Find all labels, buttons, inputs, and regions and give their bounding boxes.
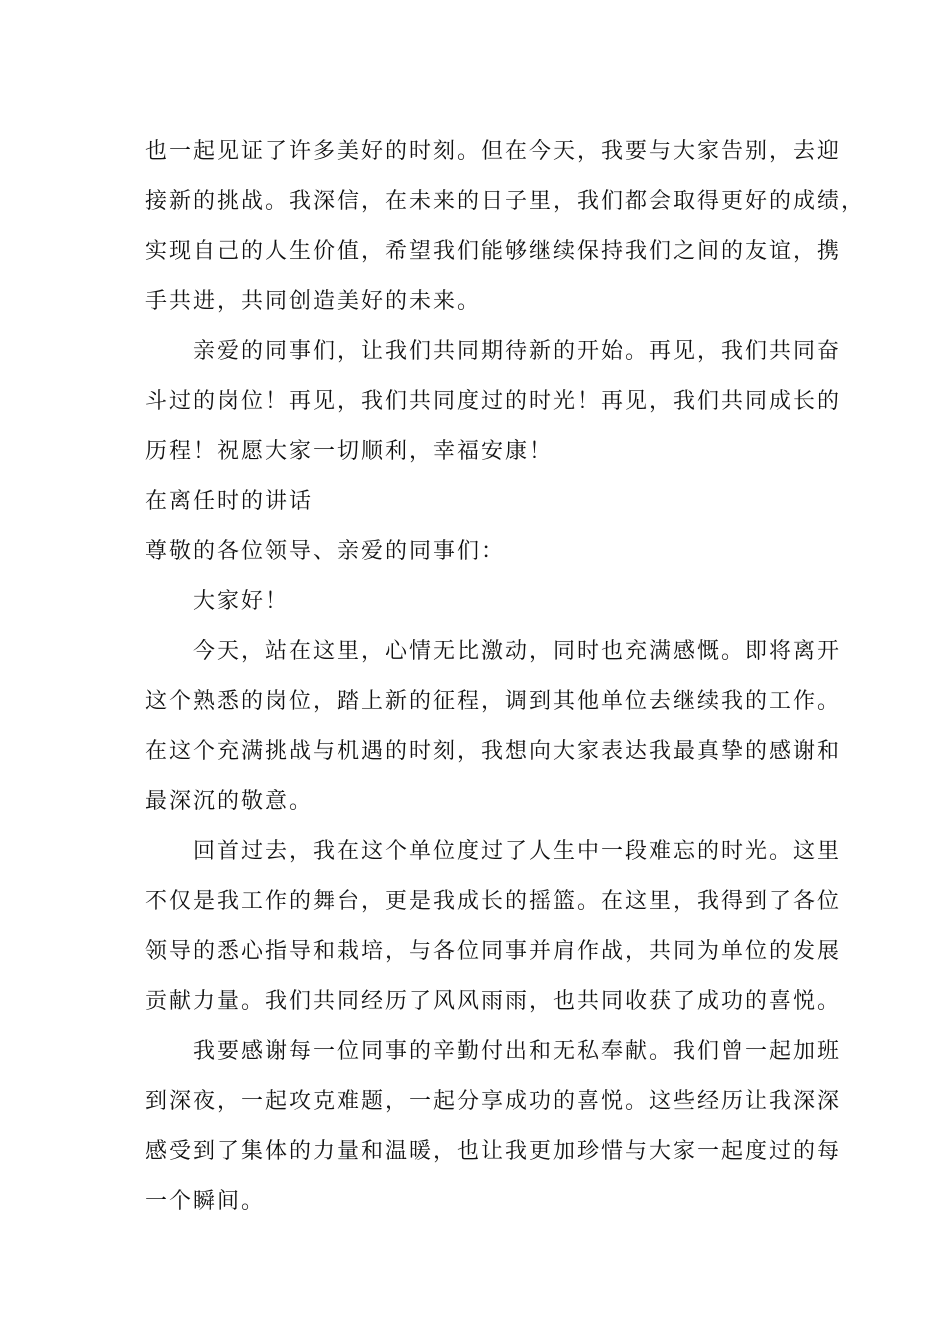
text-line: 回首过去，我在这个单位度过了人生中一段难忘的时光。这里 (193, 839, 842, 864)
text-line: 亲爱的同事们，让我们共同期待新的开始。再见，我们共同奋 (193, 339, 842, 364)
text-line: 手共进，共同创造美好的未来。 (145, 289, 482, 314)
text-line: 这个熟悉的岗位，踏上新的征程，调到其他单位去继续我的工作。 (145, 689, 842, 714)
text-line: 也一起见证了许多美好的时刻。但在今天，我要与大家告别，去迎 (145, 139, 842, 164)
greeting (145, 577, 809, 627)
text-line: 不仅是我工作的舞台，更是我成长的摇篮。在这里，我得到了各位 (145, 889, 842, 914)
paragraph-today (145, 627, 842, 827)
text-line: 贡献力量。我们共同经历了风风雨雨，也共同收获了成功的喜悦。 (145, 989, 842, 1014)
text-line: 大家好！ (193, 589, 290, 614)
paragraph-retrospect (145, 827, 842, 1027)
text-line: 感受到了集体的力量和温暖，也让我更加珍惜与大家一起度过的每 (145, 1139, 842, 1164)
speech-title (145, 477, 809, 527)
paragraph-thanks (145, 1027, 842, 1227)
text-line: 接新的挑战。我深信，在未来的日子里，我们都会取得更好的成绩， (145, 189, 866, 214)
paragraph-farewell (145, 327, 842, 477)
text-line: 我要感谢每一位同事的辛勤付出和无私奉献。我们曾一起加班 (193, 1039, 842, 1064)
text-line: 实现自己的人生价值，希望我们能够继续保持我们之间的友谊，携 (145, 239, 842, 264)
text-line: 今天，站在这里，心情无比激动，同时也充满感慨。即将离开 (193, 639, 842, 664)
text-line: 在这个充满挑战与机遇的时刻，我想向大家表达我最真挚的感谢和 (145, 739, 842, 764)
document-body (145, 127, 866, 1227)
text-line: 尊敬的各位领导、亲爱的同事们： (145, 539, 506, 564)
text-line: 最深沉的敬意。 (145, 789, 314, 814)
salutation (145, 527, 809, 577)
paragraph-continuation (145, 127, 866, 327)
text-line: 到深夜，一起攻克难题，一起分享成功的喜悦。这些经历让我深深 (145, 1089, 842, 1114)
text-line: 领导的悉心指导和栽培，与各位同事并肩作战，共同为单位的发展 (145, 939, 842, 964)
text-line: 历程！祝愿大家一切顺利，幸福安康！ (145, 439, 554, 464)
text-line: 斗过的岗位！再见，我们共同度过的时光！再见，我们共同成长的 (145, 389, 842, 414)
text-line: 一个瞬间。 (145, 1189, 266, 1214)
text-line: 在离任时的讲话 (145, 489, 314, 514)
